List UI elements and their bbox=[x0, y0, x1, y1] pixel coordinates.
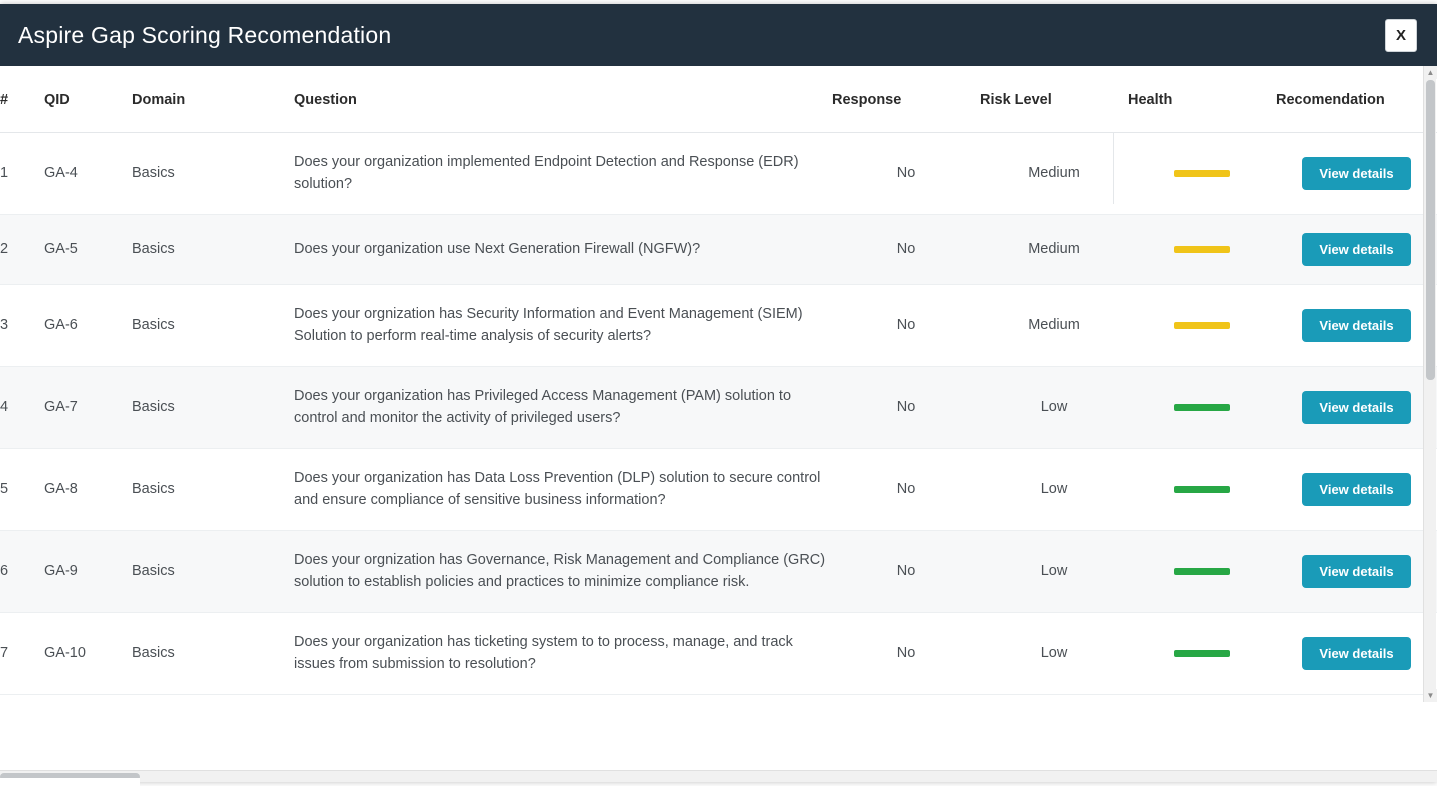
horizontal-scrollbar[interactable] bbox=[0, 770, 1437, 782]
cell-domain: Basics bbox=[132, 366, 294, 448]
health-bar bbox=[1174, 568, 1230, 575]
cell-num: 6 bbox=[0, 530, 44, 612]
cell-recomendation bbox=[1276, 214, 1437, 284]
column-header-response: Response bbox=[832, 66, 980, 133]
header-divider bbox=[1113, 132, 1114, 204]
cell-health bbox=[1128, 133, 1276, 215]
table-head bbox=[0, 66, 1437, 133]
health-bar bbox=[1174, 404, 1230, 411]
column-header-health: Health bbox=[1128, 66, 1276, 133]
health-bar bbox=[1174, 246, 1230, 253]
cell-domain: Basics bbox=[132, 612, 294, 694]
cell-health bbox=[1128, 366, 1276, 448]
view-details-button[interactable]: View details bbox=[1302, 473, 1410, 506]
cell-qid: GA-8 bbox=[44, 448, 132, 530]
cell-domain: Basics bbox=[132, 214, 294, 284]
table-body bbox=[0, 133, 1437, 695]
cell-response: No bbox=[832, 214, 980, 284]
cell-domain: Basics bbox=[132, 448, 294, 530]
cell-qid: GA-9 bbox=[44, 530, 132, 612]
column-header-qid: QID bbox=[44, 66, 132, 133]
table-row bbox=[0, 284, 1437, 366]
cell-num: 3 bbox=[0, 284, 44, 366]
cell-health bbox=[1128, 284, 1276, 366]
table-header-row bbox=[0, 66, 1437, 133]
table-row bbox=[0, 530, 1437, 612]
cell-recomendation bbox=[1276, 612, 1437, 694]
view-details-button[interactable]: View details bbox=[1302, 637, 1410, 670]
column-header-num: # bbox=[0, 66, 44, 133]
cell-health bbox=[1128, 214, 1276, 284]
table-container bbox=[0, 66, 1437, 782]
cell-response: No bbox=[832, 530, 980, 612]
column-header-risk-level: Risk Level bbox=[980, 66, 1128, 133]
modal-title: Aspire Gap Scoring Recomendation bbox=[18, 21, 392, 48]
vertical-scrollbar-thumb[interactable] bbox=[1426, 80, 1435, 380]
cell-qid: GA-10 bbox=[44, 612, 132, 694]
cell-risk-level: Low bbox=[980, 530, 1128, 612]
cell-recomendation bbox=[1276, 366, 1437, 448]
cell-response: No bbox=[832, 366, 980, 448]
cell-num: 1 bbox=[0, 133, 44, 215]
cell-qid: GA-4 bbox=[44, 133, 132, 215]
table-row bbox=[0, 448, 1437, 530]
cell-question: Does your organization has Data Loss Prevention (DLP) solution to secure control and ensure compliance of sensitive business information? bbox=[294, 448, 832, 530]
cell-question: Does your organization has ticketing system to to process, manage, and track issues from submission to resolution? bbox=[294, 612, 832, 694]
table-row bbox=[0, 366, 1437, 448]
cell-domain: Basics bbox=[132, 284, 294, 366]
cell-num: 2 bbox=[0, 214, 44, 284]
page-bottom-strip bbox=[0, 778, 140, 786]
cell-health bbox=[1128, 612, 1276, 694]
cell-qid: GA-6 bbox=[44, 284, 132, 366]
modal-header bbox=[0, 4, 1437, 66]
table-row bbox=[0, 214, 1437, 284]
cell-risk-level: Low bbox=[980, 448, 1128, 530]
view-details-button[interactable]: View details bbox=[1302, 157, 1410, 190]
cell-risk-level: Medium bbox=[980, 214, 1128, 284]
cell-num: 4 bbox=[0, 366, 44, 448]
cell-recomendation bbox=[1276, 133, 1437, 215]
cell-qid: GA-5 bbox=[44, 214, 132, 284]
cell-recomendation bbox=[1276, 448, 1437, 530]
health-bar bbox=[1174, 650, 1230, 657]
scroll-down-icon[interactable]: ▼ bbox=[1424, 689, 1437, 702]
cell-num: 7 bbox=[0, 612, 44, 694]
scroll-up-icon[interactable]: ▲ bbox=[1424, 66, 1437, 79]
cell-question: Does your orgnization has Security Information and Event Management (SIEM) Solution to perform real-time analysis of security alerts? bbox=[294, 284, 832, 366]
cell-domain: Basics bbox=[132, 530, 294, 612]
cell-response: No bbox=[832, 133, 980, 215]
view-details-button[interactable]: View details bbox=[1302, 309, 1410, 342]
column-header-domain: Domain bbox=[132, 66, 294, 133]
cell-risk-level: Medium bbox=[980, 133, 1128, 215]
column-header-question: Question bbox=[294, 66, 832, 133]
health-bar bbox=[1174, 170, 1230, 177]
cell-domain: Basics bbox=[132, 133, 294, 215]
table-row bbox=[0, 612, 1437, 694]
cell-health bbox=[1128, 530, 1276, 612]
view-details-button[interactable]: View details bbox=[1302, 233, 1410, 266]
cell-question: Does your organization has Privileged Access Management (PAM) solution to control and monitor the activity of privileged users? bbox=[294, 366, 832, 448]
view-details-button[interactable]: View details bbox=[1302, 391, 1410, 424]
column-header-recomendation: Recomendation bbox=[1276, 66, 1437, 133]
cell-risk-level: Medium bbox=[980, 284, 1128, 366]
cell-risk-level: Low bbox=[980, 366, 1128, 448]
view-details-button[interactable]: View details bbox=[1302, 555, 1410, 588]
close-icon[interactable]: X bbox=[1385, 19, 1417, 52]
cell-question: Does your organization implemented Endpoint Detection and Response (EDR) solution? bbox=[294, 133, 832, 215]
gap-scoring-modal bbox=[0, 4, 1437, 782]
cell-response: No bbox=[832, 612, 980, 694]
cell-health bbox=[1128, 448, 1276, 530]
cell-recomendation bbox=[1276, 530, 1437, 612]
cell-risk-level: Low bbox=[980, 612, 1128, 694]
cell-response: No bbox=[832, 448, 980, 530]
vertical-scrollbar[interactable] bbox=[1423, 66, 1436, 702]
health-bar bbox=[1174, 486, 1230, 493]
cell-question: Does your orgnization has Governance, Risk Management and Compliance (GRC) solution to establish policies and practices to minimize compliance risk. bbox=[294, 530, 832, 612]
table-row bbox=[0, 133, 1437, 215]
cell-question: Does your organization use Next Generation Firewall (NGFW)? bbox=[294, 214, 832, 284]
cell-num: 5 bbox=[0, 448, 44, 530]
health-bar bbox=[1174, 322, 1230, 329]
cell-recomendation bbox=[1276, 284, 1437, 366]
gap-scoring-table bbox=[0, 66, 1437, 695]
cell-qid: GA-7 bbox=[44, 366, 132, 448]
cell-response: No bbox=[832, 284, 980, 366]
